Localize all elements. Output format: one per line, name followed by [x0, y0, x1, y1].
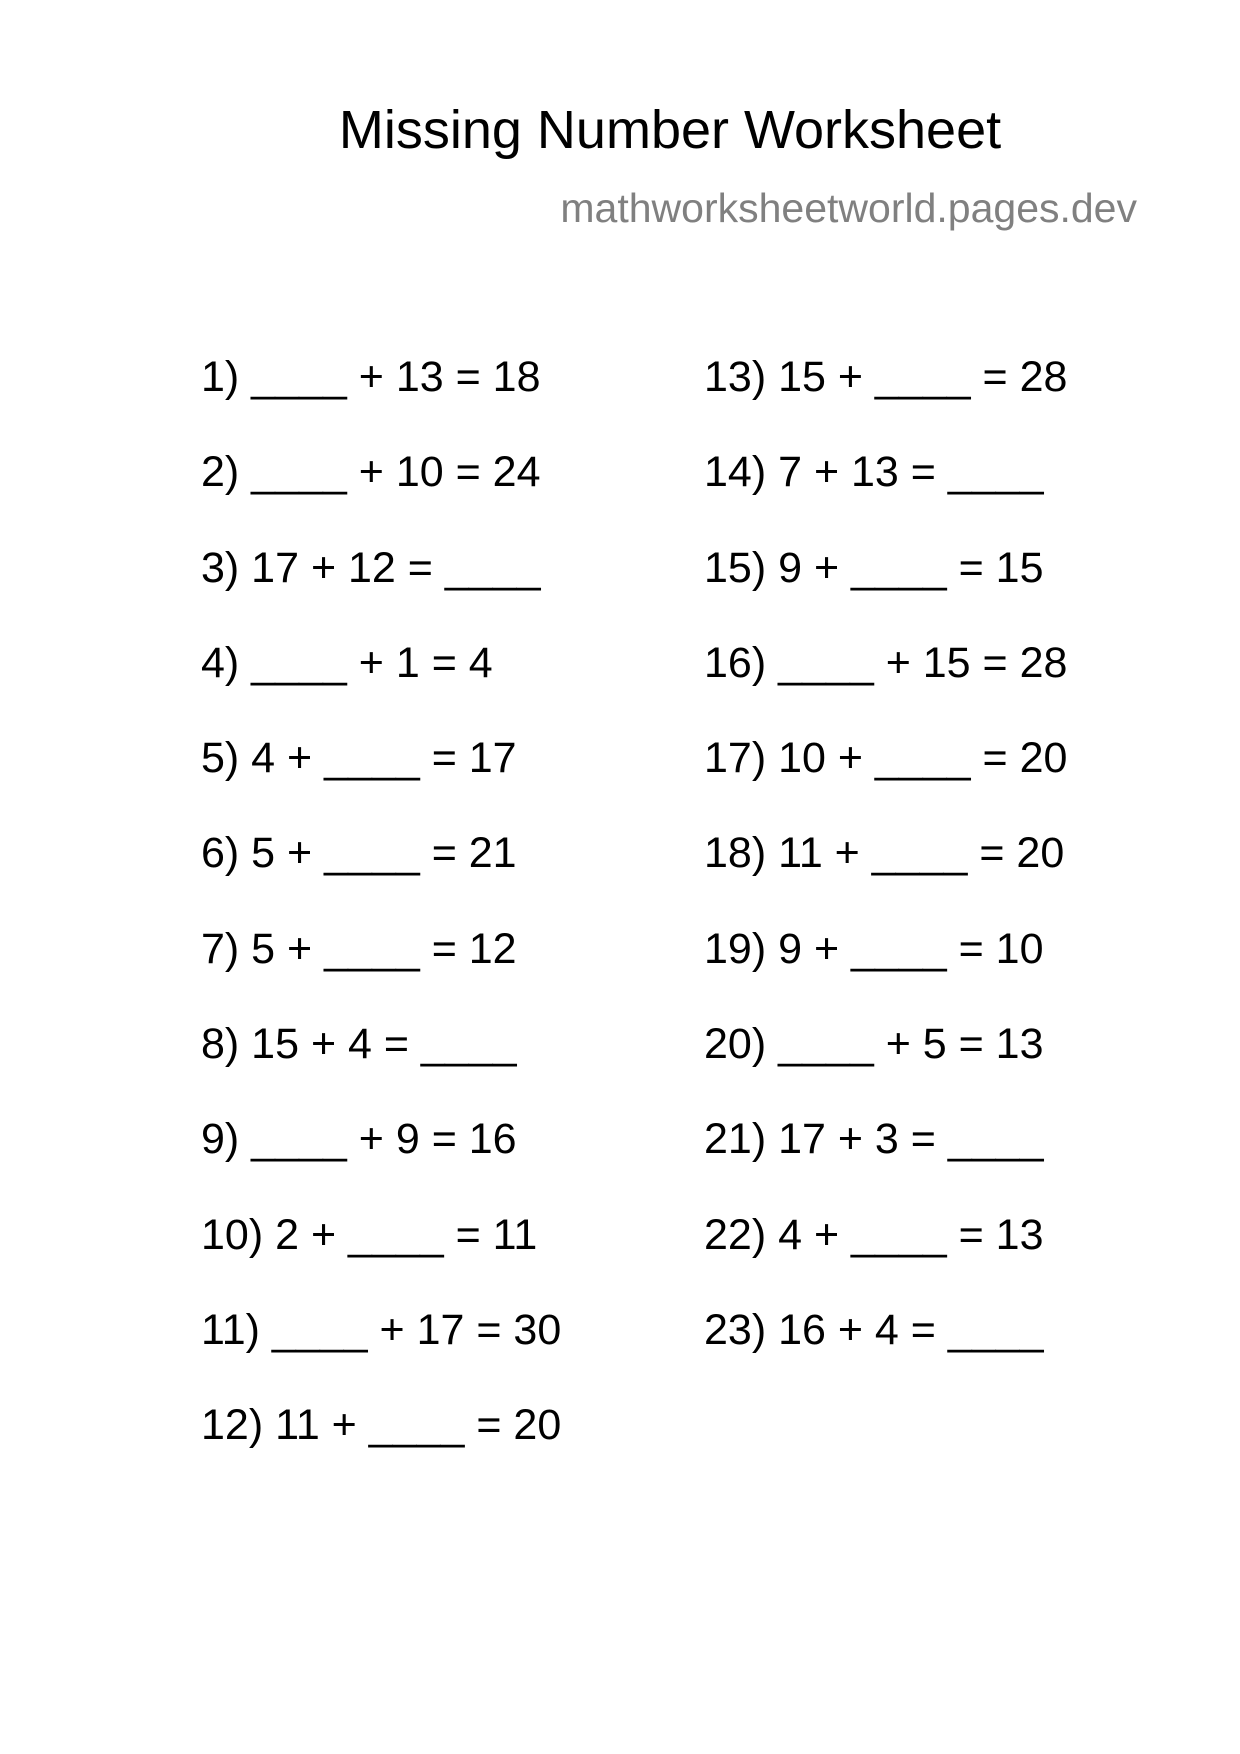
- problem-column-left: [201, 349, 561, 1493]
- problem-18: 18) 11 + ____ = 20: [704, 829, 1065, 878]
- problem-4: 4) ____ + 1 = 4: [201, 638, 493, 687]
- problem-23: 23) 16 + 4 = ____: [704, 1305, 1044, 1354]
- problem-13: 13) 15 + ____ = 28: [704, 353, 1068, 401]
- problem-16: 16) ____ + 15 = 28: [704, 638, 1068, 687]
- problem-17: 17) 10 + ____ = 20: [704, 734, 1068, 783]
- source-url: mathworksheetworld.pages.dev: [560, 185, 1137, 231]
- problem-3: 3) 17 + 12 = ____: [201, 543, 541, 592]
- problem-21: 21) 17 + 3 = ____: [704, 1115, 1044, 1164]
- problem-5: 5) 4 + ____ = 17: [201, 734, 517, 783]
- worksheet-title: Missing Number Worksheet: [338, 100, 1002, 160]
- problem-15: 15) 9 + ____ = 15: [704, 543, 1044, 592]
- problem-12: 12) 11 + ____ = 20: [201, 1401, 562, 1450]
- problem-9: 9) ____ + 9 = 16: [201, 1115, 517, 1164]
- problem-11: 11) ____ + 17 = 30: [201, 1305, 562, 1354]
- problem-2: 2) ____ + 10 = 24: [201, 448, 541, 497]
- problem-19: 19) 9 + ____ = 10: [704, 924, 1044, 973]
- problem-20: 20) ____ + 5 = 13: [704, 1020, 1044, 1069]
- problem-1: 1) ____ + 13 = 18: [201, 353, 541, 401]
- problem-8: 8) 15 + 4 = ____: [201, 1020, 517, 1069]
- problem-6: 6) 5 + ____ = 21: [201, 829, 517, 878]
- problem-7: 7) 5 + ____ = 12: [201, 924, 517, 973]
- problem-14: 14) 7 + 13 = ____: [704, 448, 1044, 497]
- problem-10: 10) 2 + ____ = 11: [201, 1210, 538, 1259]
- problem-column-right: [704, 349, 1067, 1397]
- problem-22: 22) 4 + ____ = 13: [704, 1210, 1044, 1259]
